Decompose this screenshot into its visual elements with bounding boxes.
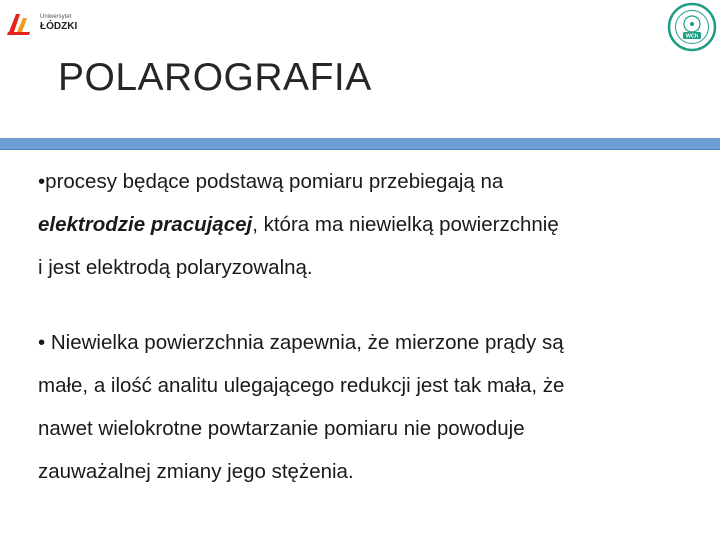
bullet-1: [38, 160, 698, 289]
university-logo: [6, 8, 86, 38]
bullet-2-line-3: nawet wielokrotne powtarzanie pomiaru nie powoduje: [38, 417, 525, 440]
bullet-2: [38, 321, 698, 493]
faculty-logo-text: WCh: [685, 33, 699, 40]
faculty-logo-icon: [667, 2, 717, 52]
bullet-1-line-1: •procesy będące podstawą pomiaru przebiegają na: [38, 170, 504, 193]
title-divider-bar: [0, 138, 720, 150]
bullet-2-line-4: zauważalnej zmiany jego stężenia.: [38, 460, 354, 483]
bullet-1-line-3: i jest elektrodą polaryzowalną.: [38, 256, 313, 279]
slide-body: [38, 160, 698, 493]
slide-title: POLAROGRAFIA: [58, 56, 372, 99]
university-logo-line2: ŁÓDZKI: [40, 21, 78, 32]
bullet-1-emphasis: elektrodzie pracującej: [38, 213, 253, 236]
university-emblem-icon: [6, 10, 32, 36]
bullet-2-line-1: • Niewielka powierzchnia zapewnia, że mierzone prądy są: [38, 331, 564, 354]
bullet-2-line-2: małe, a ilość analitu ulegającego redukcji jest tak mała, że: [38, 374, 565, 397]
bullet-1-line-2: , która ma niewielką powierzchnię: [252, 213, 559, 236]
university-logo-line1: Uniwersytet: [40, 14, 72, 20]
